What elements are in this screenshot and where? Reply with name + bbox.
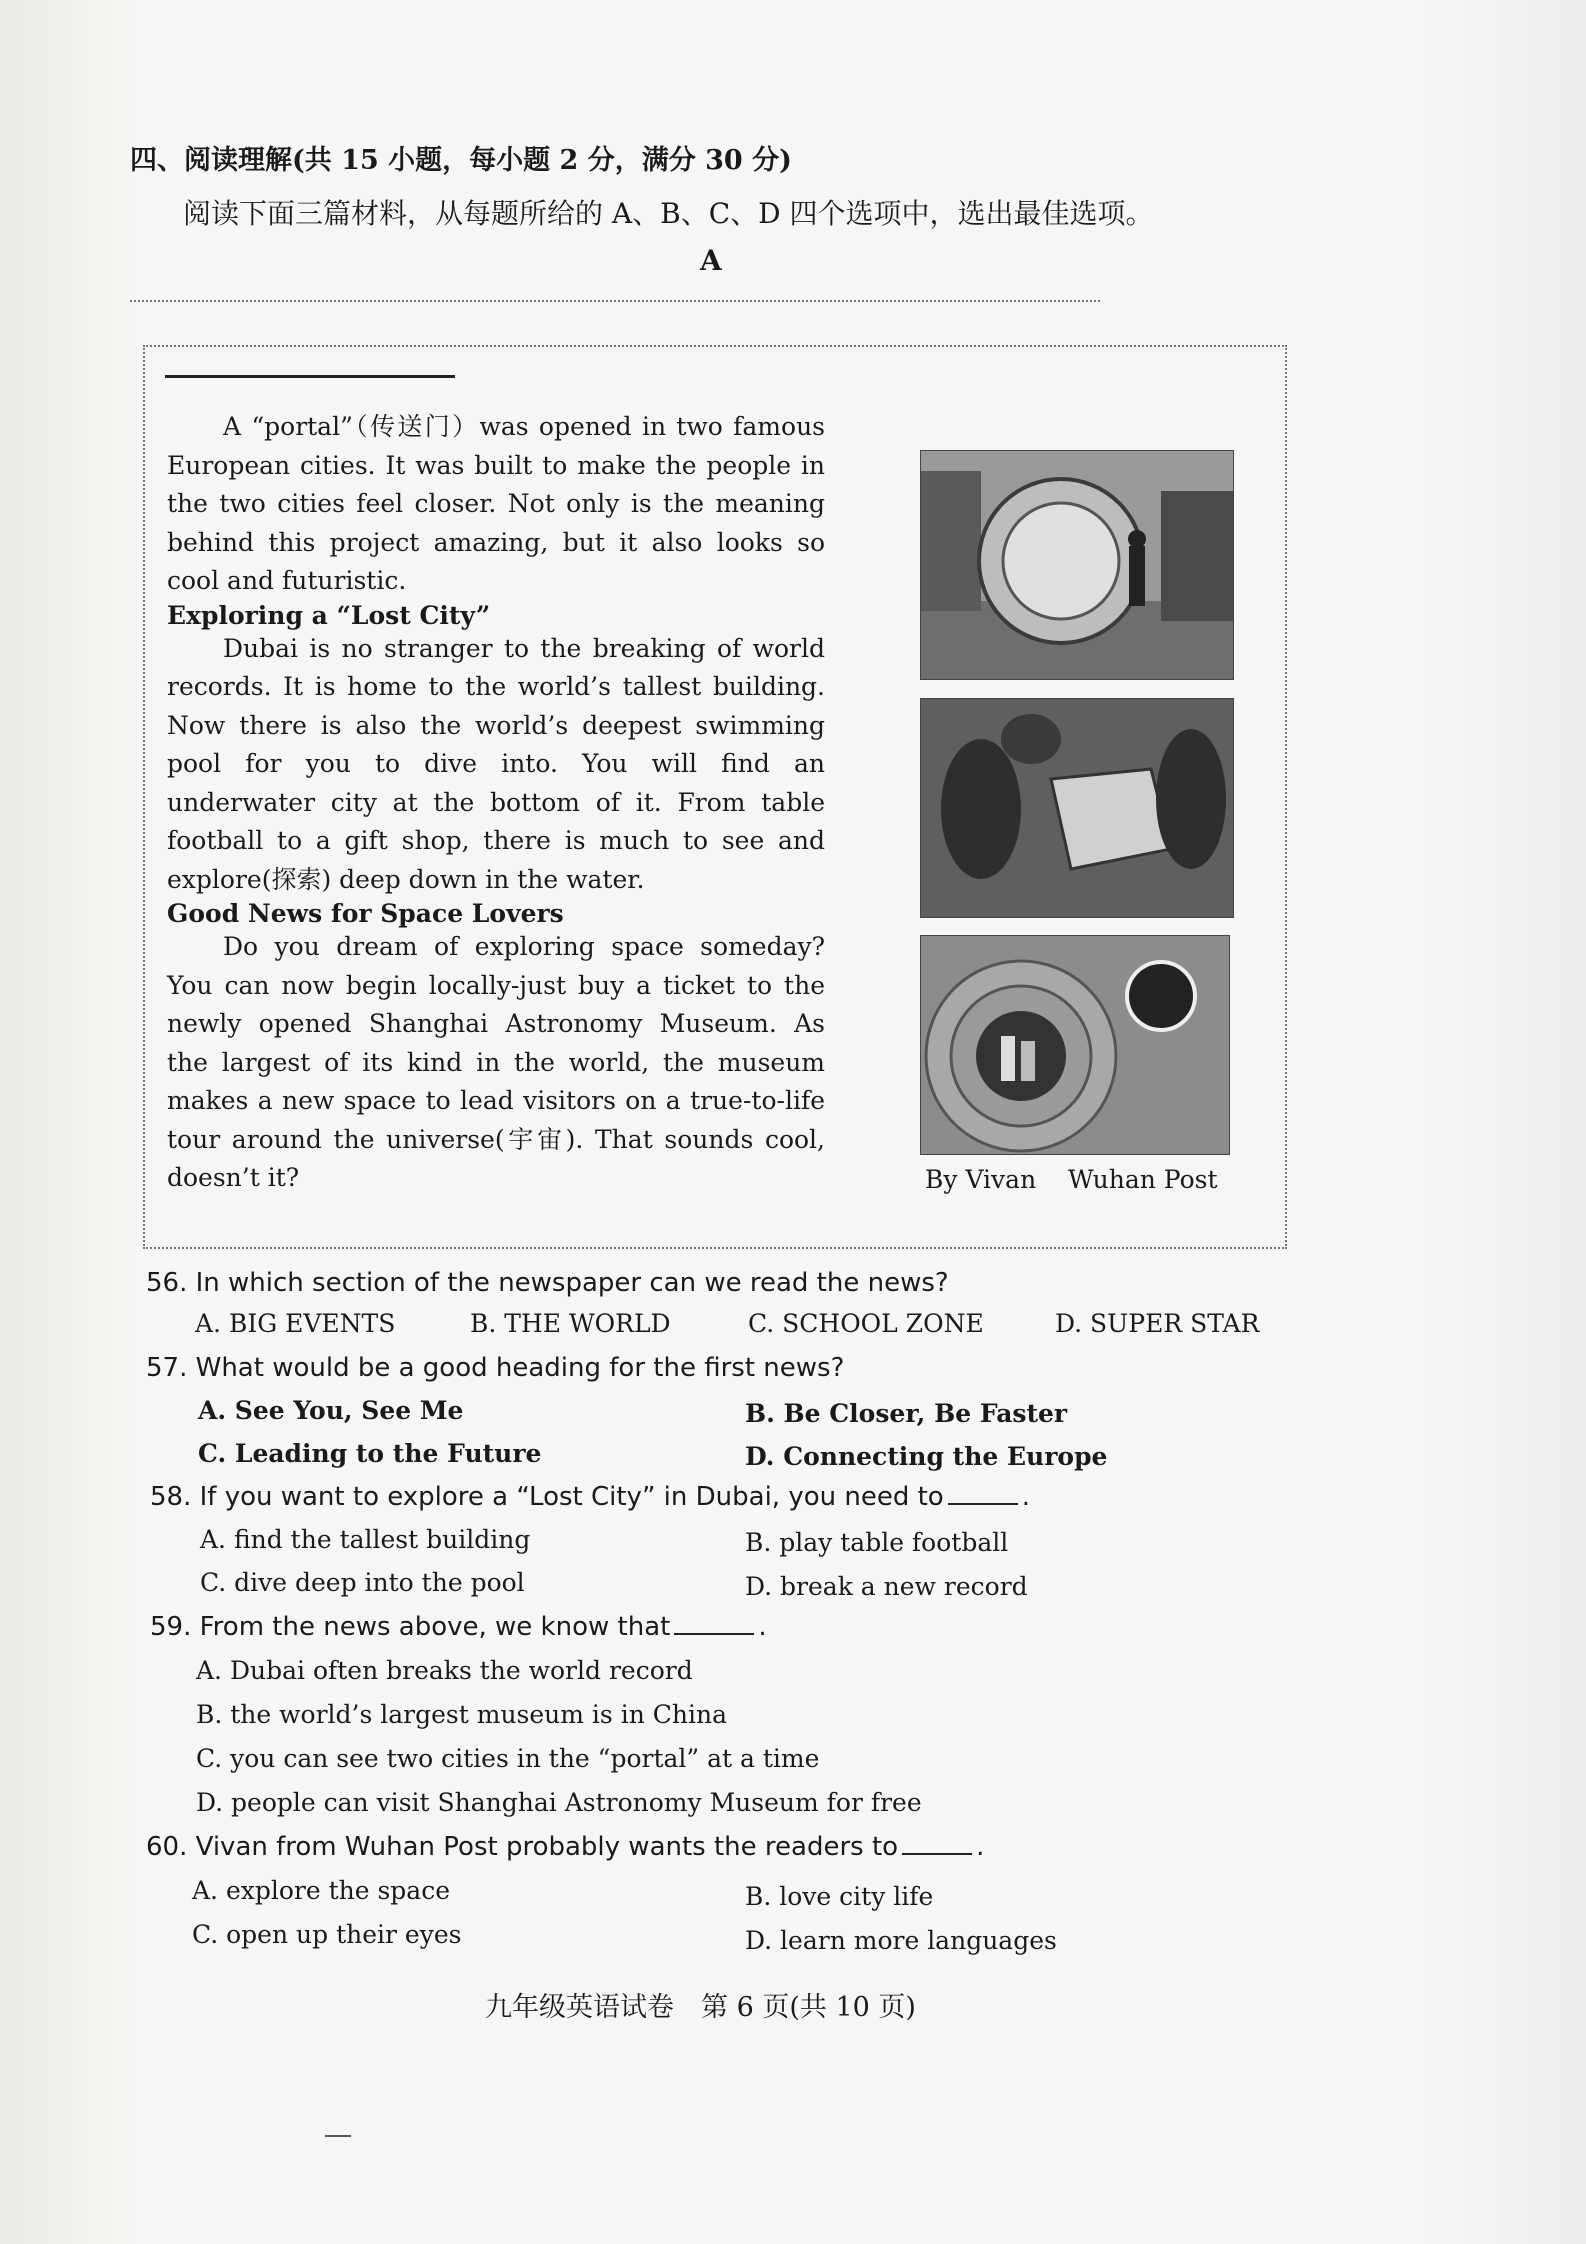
- question-56-stem: 56. In which section of the newspaper can we read the news?: [146, 1268, 949, 1298]
- question-57-option-b: B. Be Closer, Be Faster: [745, 1399, 1068, 1428]
- question-59-stem: 59. From the news above, we know that .: [150, 1612, 767, 1642]
- question-56-option-c: C. SCHOOL ZONE: [748, 1309, 984, 1338]
- question-60-option-b: B. love city life: [745, 1882, 934, 1911]
- question-59-option-b: B. the world’s largest museum is in China: [196, 1700, 727, 1729]
- question-58-stem: 58. If you want to explore a “Lost City” in Dubai, you need to .: [150, 1482, 1030, 1512]
- article-paragraph-1: A “portal”（传送门）was opened in two famous European cities. It was built to make the people in the two cities feel closer. Not only is the meaning behind this project amazing, but it also looks so cool and futuristic.: [167, 412, 825, 595]
- article-top-rule: [165, 375, 455, 378]
- question-58-option-a: A. find the tallest building: [200, 1525, 531, 1554]
- underwater-city-photo: [920, 698, 1234, 918]
- question-58-option-b: B. play table football: [745, 1528, 1009, 1557]
- question-56-option-b: B. THE WORLD: [470, 1309, 671, 1338]
- question-57-stem: 57. What would be a good heading for the first news?: [146, 1353, 845, 1383]
- portal-photo: [920, 450, 1234, 680]
- question-60-option-a: A. explore the space: [192, 1876, 451, 1905]
- question-60-option-d: D. learn more languages: [745, 1926, 1057, 1955]
- article-heading-lost-city: Exploring a “Lost City”: [167, 600, 491, 630]
- question-58-option-d: D. break a new record: [745, 1572, 1028, 1601]
- question-58-option-c: C. dive deep into the pool: [200, 1568, 525, 1597]
- top-divider: [130, 300, 1100, 302]
- article-paragraph-2: Dubai is no stranger to the breaking of world records. It is home to the world’s tallest building. Now there is also the world’s deepest swimming pool for you to dive into. You will find an underwater city at the bottom of it. From table football to a gift shop, there is much to see and explore(探索) deep down in the water.: [167, 633, 825, 894]
- question-57-option-c: C. Leading to the Future: [198, 1439, 542, 1468]
- question-56-option-a: A. BIG EVENTS: [195, 1309, 396, 1338]
- question-59-option-d: D. people can visit Shanghai Astronomy Museum for free: [196, 1788, 922, 1817]
- question-60-stem: 60. Vivan from Wuhan Post probably wants the readers to .: [146, 1832, 985, 1862]
- question-57-option-d: D. Connecting the Europe: [745, 1442, 1108, 1471]
- article-paragraph-3: Do you dream of exploring space someday? You can now begin locally-just buy a ticket to the newly opened Shanghai Astronomy Museum. As the largest of its kind in the world, the museum makes a new space to lead visitors on a true-to-life tour around the universe(宇宙). That sounds cool, doesn’t it?: [167, 932, 825, 1192]
- question-57-option-a: A. See You, See Me: [198, 1396, 464, 1425]
- article-text: [167, 408, 825, 1198]
- question-59-option-a: A. Dubai often breaks the world record: [196, 1656, 693, 1685]
- answer-blank: [902, 1853, 972, 1855]
- page-footer: 九年级英语试卷 第 6 页(共 10 页): [485, 1992, 916, 2023]
- photo-caption: By Vivan Wuhan Post: [925, 1165, 1218, 1194]
- answer-blank: [948, 1503, 1018, 1505]
- question-56-option-d: D. SUPER STAR: [1055, 1309, 1260, 1338]
- section-header: 四、阅读理解(共 15 小题，每小题 2 分，满分 30 分): [130, 145, 792, 176]
- question-60-option-c: C. open up their eyes: [192, 1920, 462, 1949]
- instruction-text: 阅读下面三篇材料，从每题所给的 A、B、C、D 四个选项中，选出最佳选项。: [183, 197, 1154, 230]
- footer-mark: [325, 2135, 351, 2137]
- passage-label: A: [700, 244, 722, 277]
- article-heading-space: Good News for Space Lovers: [167, 899, 564, 928]
- astronomy-museum-photo: [920, 935, 1230, 1155]
- question-59-option-c: C. you can see two cities in the “portal” at a time: [196, 1744, 820, 1773]
- answer-blank: [674, 1633, 754, 1635]
